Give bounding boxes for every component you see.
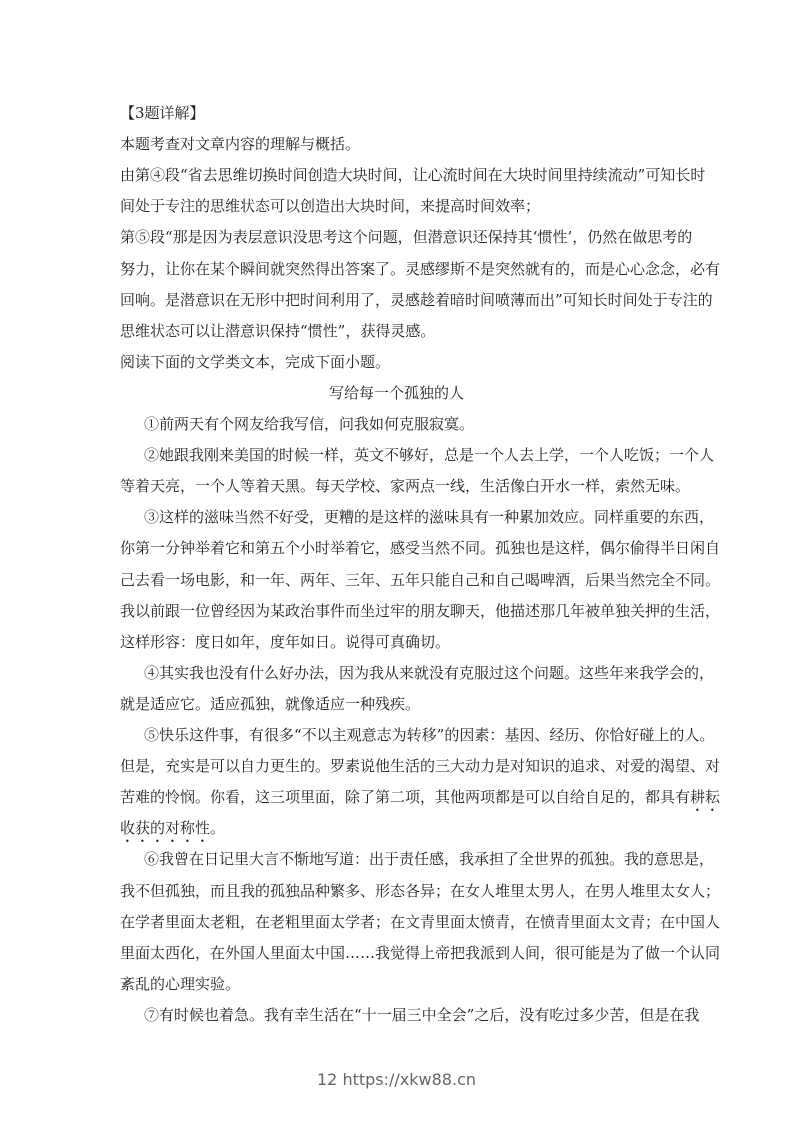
text-line <box>120 663 714 683</box>
text-segment: ④其实我也没有什么好办法，因为我从来就没有克服过这个问题。这些年来我学会的， <box>144 663 715 682</box>
text-segment: 。 <box>210 819 226 838</box>
article-title <box>0 383 793 403</box>
text-line <box>120 134 360 154</box>
text-line <box>120 756 720 776</box>
text-line <box>120 507 714 527</box>
text-segment: 写给每一个孤独的人 <box>328 383 464 402</box>
text-line <box>120 445 714 465</box>
text-segment: 这样形容：度日如年，度年如日。说得可真确切。 <box>120 632 451 651</box>
text-segment: 苦难的怜悯。你看，这三项里面，除了第二项，其他两项都是可以自给自足的，都具有 <box>120 788 691 807</box>
text-line <box>120 414 474 434</box>
text-line <box>120 881 720 901</box>
text-line <box>120 912 720 932</box>
text-segment: 你第一分钟举着它和第五个小时举着它，感受当然不同。孤独也是这样，偶尔偷得半日闲自 <box>120 539 721 558</box>
page-footer: 12 https://xkw88.cn <box>317 1070 476 1089</box>
text-segment: 在学者里面太老粗，在老粗里面太学者；在文青里面太愤青，在愤青里面太文青；在中国人 <box>120 912 721 931</box>
text-line <box>120 259 720 279</box>
text-line <box>120 1005 699 1025</box>
text-segment: 就是适应它。适应孤独，就像适应一种残疾。 <box>120 694 421 713</box>
text-line <box>120 476 690 496</box>
text-segment: 回响。是潜意识在无形中把时间利用了，灵感趁着暗时间喷薄而出”可知长时间处于专注的 <box>120 290 713 309</box>
text-line <box>120 974 240 994</box>
text-line <box>120 787 720 815</box>
text-line <box>120 570 720 590</box>
text-segment: 我以前跟一位曾经因为某政治事件而坐过牢的朋友聊天，他描述那几年被单独关押的生活， <box>120 601 721 620</box>
text-line <box>120 632 450 652</box>
text-line <box>120 103 205 123</box>
text-line <box>120 165 705 185</box>
text-line <box>120 601 720 621</box>
text-segment: ①前两天有个网友给我写信，问我如何克服寂寞。 <box>144 415 475 433</box>
text-line <box>120 290 713 310</box>
text-line <box>120 538 720 558</box>
text-segment: 阅读下面的文学类文本，完成下面小题。 <box>120 352 391 371</box>
text-segment: 间处于专注的思维状态可以创造出大块时间，来提高时间效率； <box>120 197 541 216</box>
text-segment: 里面太西化，在外国人里面太中国……我觉得上帝把我派到人间，很可能是为了做一个认同 <box>120 943 721 962</box>
text-line <box>120 725 714 745</box>
text-line <box>120 694 420 714</box>
text-segment: 【3题详解】 <box>120 104 205 122</box>
text-segment: 努力，让你在某个瞬间就突然得出答案了。灵感缪斯不是突然就有的，而是心心念念，必有 <box>120 259 721 278</box>
text-segment: ⑥我曾在日记里大言不惭地写道：出于责任感，我承担了全世界的孤独。我的意思是， <box>144 850 715 869</box>
text-line <box>120 849 714 869</box>
text-segment: 第⑤段“那是因为表层意识没思考这个问题，但潜意识还保持其‘惯性’，仍然在做思考的 <box>120 228 693 247</box>
text-segment: 但是，充实是可以自力更生的。罗素说他生活的三大动力是对知识的追求、对爱的渴望、对 <box>120 757 721 776</box>
text-segment: ②她跟我刚来美国的时候一样，英文不够好，总是一个人去上学，一个人吃饭；一个人 <box>144 446 715 465</box>
text-segment: 由第④段“省去思维切换时间创造大块时间，让心流时间在大块时间里持续流动”可知长时 <box>120 166 706 185</box>
text-line <box>120 196 540 216</box>
text-segment: 等着天亮，一个人等着天黑。每天学校、家两点一线，生活像白开水一样，索然无味。 <box>120 477 691 496</box>
text-segment: 我不但孤独，而且我的孤独品种繁多、形态各异；在女人堆里太男人，在男人堆里太女人； <box>120 881 721 900</box>
text-segment: 思维状态可以让潜意识保持“惯性”，获得灵感。 <box>120 321 436 340</box>
emphasized-text: 耕耘 <box>690 788 721 807</box>
text-line <box>120 321 435 341</box>
emphasized-text: 收获的对称性 <box>120 819 211 838</box>
text-segment: ⑤快乐这件事，有很多“不以主观意志为转移”的因素：基因、经历、你恰好碰上的人。 <box>144 726 715 744</box>
text-line <box>120 818 225 846</box>
text-line <box>120 943 720 963</box>
text-segment: ③这样的滋味当然不好受，更糟的是这样的滋味具有一种累加效应。同样重要的东西， <box>144 508 715 527</box>
text-line <box>120 227 692 247</box>
text-segment: 紊乱的心理实验。 <box>120 974 241 993</box>
text-line <box>120 352 390 372</box>
text-segment: 己去看一场电影，和一年、两年、三年、五年只能自己和自己喝啤酒，后果当然完全不同。 <box>120 570 721 589</box>
text-segment: ⑦有时候也着急。我有幸生活在“十一届三中全会”之后，没有吃过多少苦，但是在我 <box>144 1005 700 1024</box>
text-segment: 本题考查对文章内容的理解与概括。 <box>120 135 361 154</box>
